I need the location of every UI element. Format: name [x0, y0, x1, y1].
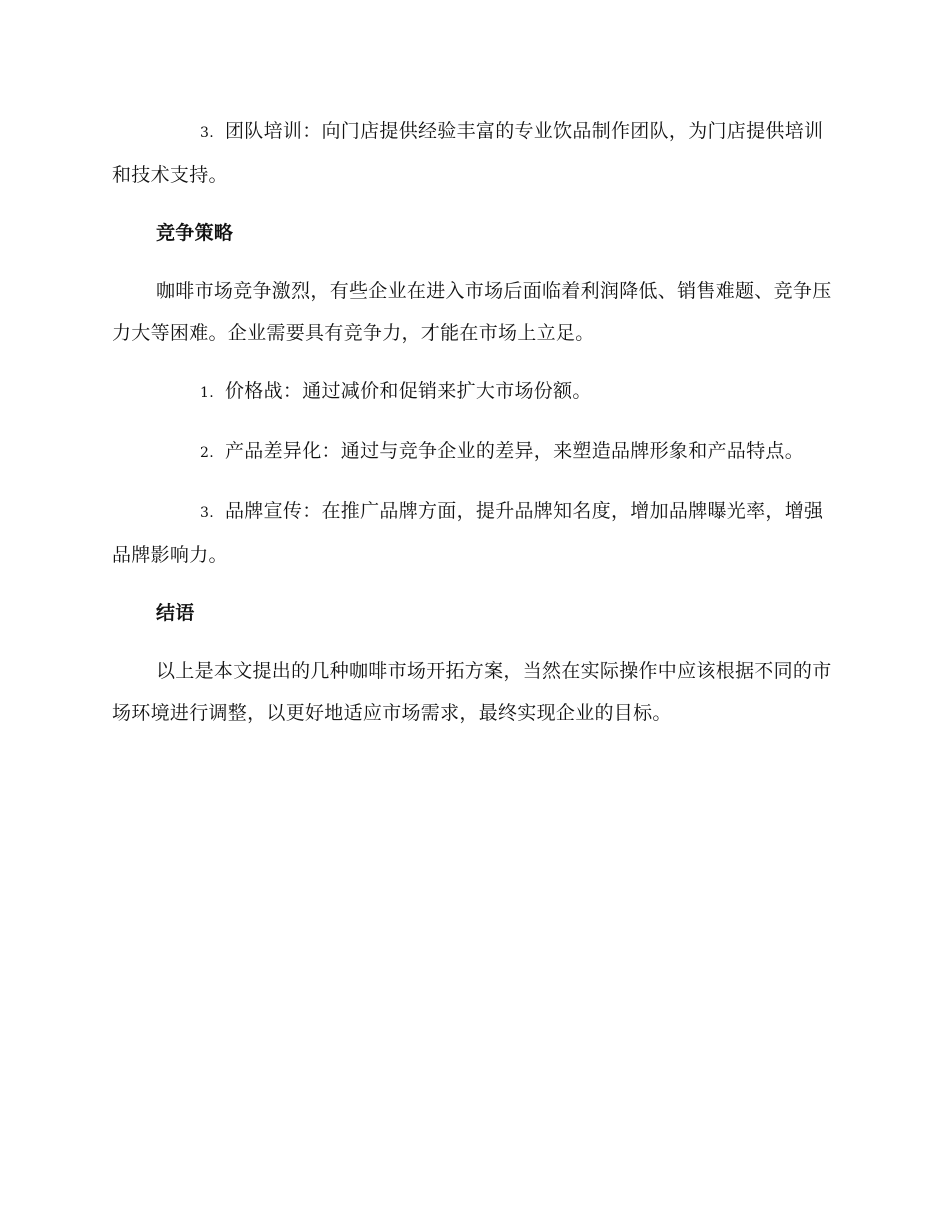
list-item-brand-promotion — [112, 490, 837, 576]
list-item-text: 品牌宣传：在推广品牌方面，提升品牌知名度，增加品牌曝光率，增强品牌影响力。 — [112, 500, 824, 566]
list-item-differentiation — [112, 430, 837, 474]
section-heading-competition: 竞争策略 — [156, 222, 234, 244]
list-number: 1. — [200, 385, 214, 401]
paragraph-conclusion: 以上是本文提出的几种咖啡市场开拓方案，当然在实际操作中应该根据不同的市场环境进行调整，以更好地适应市场需求，最终实现企业的目标。 — [112, 660, 832, 724]
list-number: 3. — [200, 505, 214, 521]
list-number: 3. — [200, 125, 214, 141]
list-item-text: 团队培训：向门店提供经验丰富的专业饮品制作团队，为门店提供培训和技术支持。 — [112, 120, 824, 186]
list-item-training — [112, 110, 837, 196]
list-item-price-war — [112, 370, 837, 414]
list-item-text: 产品差异化：通过与竞争企业的差异，来塑造品牌形象和产品特点。 — [225, 440, 805, 462]
document-body — [112, 110, 837, 750]
paragraph-competition: 咖啡市场竞争激烈，有些企业在进入市场后面临着利润降低、销售难题、竞争压力大等困难。企业需要具有竞争力，才能在市场上立足。 — [112, 280, 832, 344]
list-number: 2. — [200, 445, 214, 461]
list-item-text: 价格战：通过减价和促销来扩大市场份额。 — [225, 380, 592, 402]
section-heading-conclusion: 结语 — [156, 602, 195, 624]
